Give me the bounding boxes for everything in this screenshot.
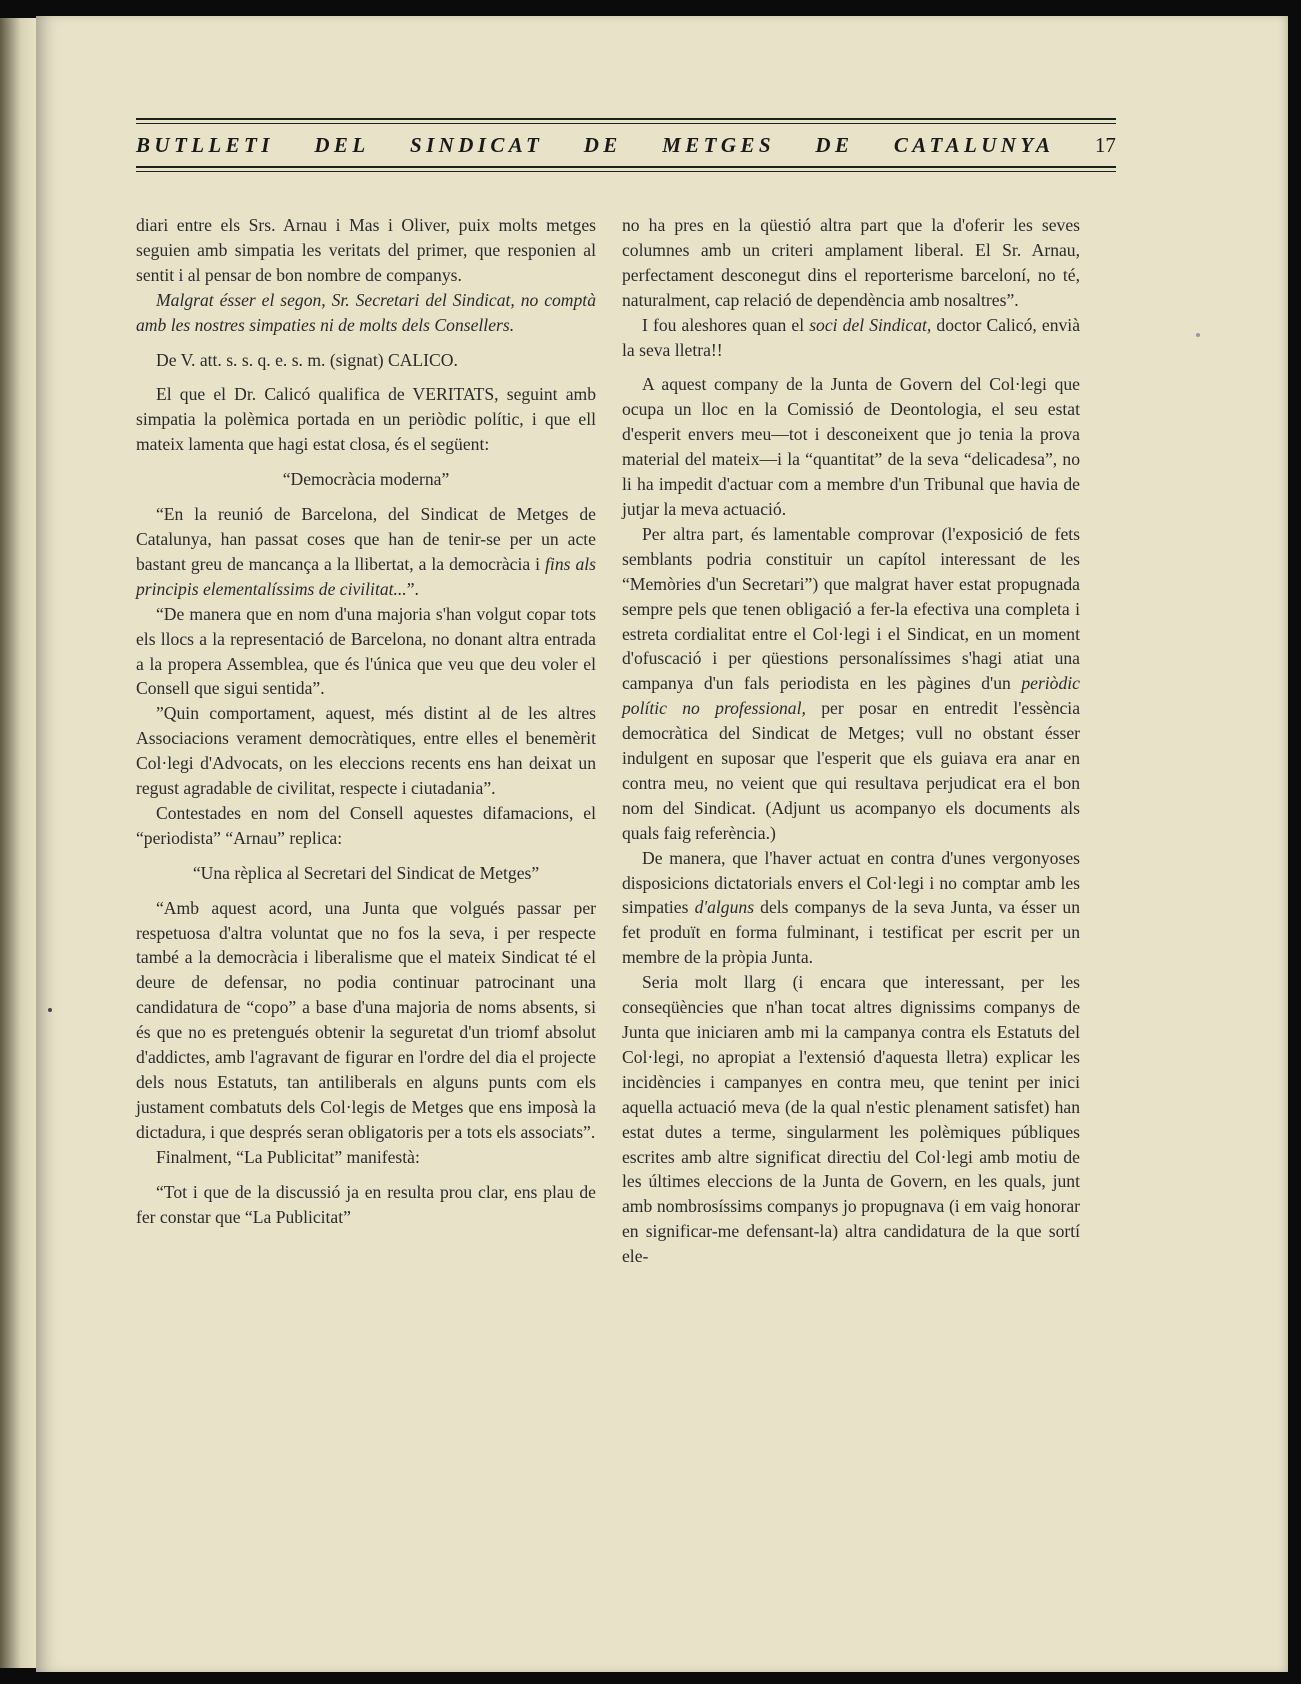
paragraph bbox=[622, 846, 1080, 971]
italic-paragraph: Malgrat ésser el segon, Sr. Secretari del Sindicat, no comptà amb les nostres simpaties ni de molts dels Consellers. bbox=[136, 289, 596, 335]
running-header bbox=[136, 118, 1116, 172]
header-title-row bbox=[136, 133, 1116, 158]
text-run: Per altra part, és lamentable comprovar (l'exposició de fets semblants podria constituir un capítol interessant de les “Memòries d'un Secretari”) que malgrat haver estat propugnada sempre pels que tenen obligació a fer-la efectiva una completa i estreta cordialitat entre el Col·legi i el Sindicat, en un moment d'ofuscació i per qüestions personalíssimes s'hagi atiat una campanya d'un fals periodista en les pàgines d'un bbox=[622, 523, 1080, 694]
header-rule-bottom-thin bbox=[136, 171, 1116, 172]
book-spine-shadow bbox=[0, 18, 38, 1668]
text-run: De manera, que l'haver actuat en contra d'unes vergonyoses disposicions dictatorials envers el Col·legi i no comptar amb les simpaties bbox=[622, 847, 1080, 918]
left-column bbox=[136, 213, 596, 1229]
paragraph: Finalment, “La Publicitat” manifestà: bbox=[156, 1146, 420, 1167]
paragraph: ”Quin comportament, aquest, més distint al de les altres Associacions verament democràtiques, entre elles el benemèrit Col·legi d'Advocats, on les eleccions recents ens han deixat un regust agradable de civilitat, respecte i ciutadania”. bbox=[136, 703, 596, 799]
text-run: dels companys de la seva Junta, va ésser un fet produït en forma fulminant, i testificat per escrit per un membre de la pròpia Junta. bbox=[622, 897, 1080, 968]
margin-speck bbox=[1196, 333, 1200, 337]
text-run: doctor Calicó, envià la seva lletra!! bbox=[622, 314, 1080, 360]
italic-run: soci del Sindicat, bbox=[809, 314, 932, 335]
paragraph: diari entre els Srs. Arnau i Mas i Oliver, puix molts metges seguien amb simpatia les veritats del primer, que responien al sentit i al pensar de bon nombre de companys. bbox=[136, 215, 596, 285]
header-word: METGES bbox=[662, 133, 775, 157]
header-word: DE bbox=[583, 133, 622, 157]
quoted-heading: “Democràcia moderna” bbox=[282, 469, 450, 490]
signature-line: De V. att. s. s. q. e. s. m. (signat) CALICO. bbox=[156, 349, 458, 370]
header-rule-top bbox=[136, 118, 1116, 120]
italic-run: periòdic polític no professional, bbox=[622, 673, 1080, 719]
quoted-heading: “Una rèplica al Secretari del Sindicat de Metges” bbox=[192, 862, 540, 883]
paragraph: El que el Dr. Calicó qualifica de VERITATS, seguint amb simpatia la polèmica portada en un periòdic polític, i que ell mateix lamenta que hagi estat closa, és el següent: bbox=[136, 384, 596, 455]
paragraph: Seria molt llarg (i encara que interessant, per les conseqüències que n'han tocat altres dignissims companys de Junta que iniciaren amb mi la campanya contra els Estatuts del Col·legi, no apropiat a l'extensió d'aquesta lletra) explicar les incidències i campanyes en contra meu, que tenint per inici aquella actuació meva (de la qual n'estic plenament satisfet) han estat dutes a terme, singularment les polèmiques públiques escrites amb altre significat directiu del Col·legi amb motiu de les últimes eleccions de la Junta de Govern, en les quals, junt amb nombrosíssims companys jo propugnava (i em vaig honorar en significar-me defensant-la) altra candidatura de la que sortí ele- bbox=[622, 972, 1080, 1267]
text-run: per posar en entredit l'essència democràtica del Sindicat de Metges; vull no obstant ésser indulgent en suposar que l'esperit que els guiava era anar en contra meu, no veient que qui resultava perjudicat era el bon nom del Sindicat. (Adjunt us acompanyo els documents als quals faig referència.) bbox=[622, 698, 1081, 843]
header-word: BUTLLETI bbox=[136, 133, 274, 157]
paragraph: no ha pres en la qüestió altra part que la d'oferir les seves columnes amb un criteri amplament liberal. El Sr. Arnau, perfectament desconegut dins el reporterisme barceloní, no té, naturalment, cap relació de dependència amb nosaltres”. bbox=[622, 215, 1080, 310]
right-column bbox=[622, 213, 1080, 1269]
paragraph: “Tot i que de la discussió ja en resulta prou clar, ens plau de fer constar que “La Publicitat” bbox=[136, 1181, 596, 1227]
paragraph bbox=[136, 502, 596, 602]
header-word: SINDICAT bbox=[410, 133, 544, 157]
paragraph: “De manera que en nom d'una majoria s'han volgut copar tots els llocs a la representació de Barcelona, no donant altra entrada a la propera Assemblea, que és l'única que veu que deu voler el Consell que sigui sentida”. bbox=[136, 603, 596, 699]
header-word: CATALUNYA bbox=[893, 133, 1055, 157]
paragraph bbox=[622, 313, 1080, 363]
paragraph: “Amb aquest acord, una Junta que volgués passar per respetuosa d'altra voluntat que no fos la seva, i per respecte també a la democràcia i liberalisme que el mateix Sindicat té el deure de defensar, no podia continuar patrocinant una candidatura de “copo” a base d'una majoria de noms absents, si és que no es pretengués obtenir la seguretat d'un triomf absolut d'addictes, amb l'agravant de figurar en l'ordre del dia el projecte dels nous Estatuts, tan antiliberals en alguns punts com els justament combatuts dels Col·legis de Metges que ens imposà la dictadura, i que després seran obligatoris per a tots els associats”. bbox=[136, 897, 596, 1142]
italic-run: fins als principis elementalíssims de civilitat... bbox=[136, 553, 596, 599]
header-rule-bottom bbox=[136, 166, 1116, 168]
header-word: DEL bbox=[314, 133, 370, 157]
paragraph: Contestades en nom del Consell aquestes difamacions, el “periodista” “Arnau” replica: bbox=[136, 802, 596, 848]
page-number: 17 bbox=[1094, 133, 1116, 157]
italic-run: d'alguns bbox=[694, 897, 755, 918]
paragraph bbox=[622, 522, 1080, 846]
text-run: “En la reunió de Barcelona, del Sindicat de Metges de Catalunya, han passat coses que han de tenir-se per un acte bastant greu de mancança a la llibertat, a la democràcia i bbox=[136, 504, 596, 574]
text-run: ”. bbox=[406, 578, 419, 599]
paragraph: A aquest company de la Junta de Govern del Col·legi que ocupa un lloc en la Comissió de Deontologia, el seu estat d'esperit envers meu—tot i desconeixent que jo tenia la prova material del mateix—i la “quantitat” de la seva “delicadesa”, no li ha impedit d'actuar com a membre d'un Tribunal que havia de jutjar la meva actuació. bbox=[622, 374, 1080, 519]
header-rule-top-thin bbox=[136, 123, 1116, 124]
margin-speck bbox=[48, 1008, 52, 1012]
text-run: I fou aleshores quan el bbox=[642, 314, 805, 335]
header-word: DE bbox=[815, 133, 854, 157]
